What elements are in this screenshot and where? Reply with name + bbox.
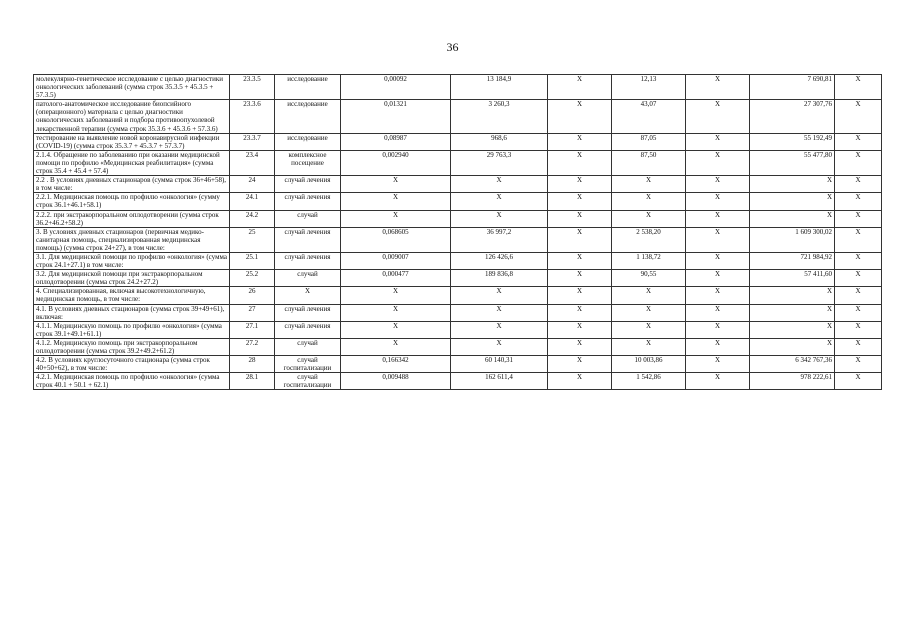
- table-body: [34, 75, 882, 390]
- cell-budget-total: X: [686, 150, 750, 175]
- cell-norm-volume: 0,009007: [341, 252, 451, 269]
- table-row: [34, 210, 882, 227]
- cell-oms-per-capita: 10 003,86: [612, 356, 686, 373]
- cell-norm-volume: 0,08987: [341, 133, 451, 150]
- cell-budget-per-capita: X: [548, 338, 612, 355]
- cell-budget-total: X: [686, 227, 750, 252]
- cell-share: X: [835, 338, 882, 355]
- table-row: [34, 133, 882, 150]
- cell-description: 3.1. Для медицинской помощи по профилю «онкология» (сумма строк 24.1+27.1) в том числе:: [34, 252, 230, 269]
- cell-budget-per-capita: X: [548, 227, 612, 252]
- table-row: [34, 176, 882, 193]
- cell-oms-per-capita: X: [612, 176, 686, 193]
- cell-norm-cost: X: [451, 210, 548, 227]
- cell-oms-per-capita: X: [612, 193, 686, 210]
- cell-line-code: 24.1: [230, 193, 275, 210]
- cell-norm-cost: X: [451, 176, 548, 193]
- cell-description: 3. В условиях дневных стационаров (первичная медико-санитарная помощь, специализированная медицинская помощь) (сумма строк 24+27), в том числе:: [34, 227, 230, 252]
- cell-budget-per-capita: X: [548, 100, 612, 133]
- cell-share: X: [835, 75, 882, 100]
- cell-norm-cost: 60 140,31: [451, 356, 548, 373]
- cell-description: 4.2. В условиях круглосуточного стационара (сумма строк 40+50+62), в том числе:: [34, 356, 230, 373]
- cell-description: 2.2.1. Медицинская помощь по профилю «онкология» (сумму строк 36.1+46.1+58.1): [34, 193, 230, 210]
- cell-share: X: [835, 252, 882, 269]
- cell-budget-per-capita: X: [548, 287, 612, 304]
- page-number: 36: [446, 40, 459, 54]
- cell-share: X: [835, 304, 882, 321]
- cell-norm-cost: X: [451, 304, 548, 321]
- cell-oms-total: 55 477,80: [750, 150, 835, 175]
- cell-norm-cost: 3 260,3: [451, 100, 548, 133]
- cell-share: X: [835, 270, 882, 287]
- table-row: [34, 287, 882, 304]
- cell-unit: случай госпитализации: [275, 356, 341, 373]
- cell-norm-volume: 0,000477: [341, 270, 451, 287]
- cell-oms-total: X: [750, 321, 835, 338]
- cell-oms-total: 978 222,61: [750, 373, 835, 390]
- cell-budget-per-capita: X: [548, 373, 612, 390]
- table-row: [34, 304, 882, 321]
- cell-budget-total: X: [686, 304, 750, 321]
- cell-line-code: 25.1: [230, 252, 275, 269]
- cell-description: молекулярно-генетическое исследование с целью диагностики онкологических заболеваний (сумма строк 35.3.5 + 45.3.5 + 57.3.5): [34, 75, 230, 100]
- cell-budget-per-capita: X: [548, 133, 612, 150]
- cell-norm-cost: X: [451, 321, 548, 338]
- cell-budget-total: X: [686, 133, 750, 150]
- cell-unit: случай лечения: [275, 227, 341, 252]
- cell-oms-per-capita: 2 538,20: [612, 227, 686, 252]
- cell-description: 4.1.2. Медицинскую помощь при экстракорпоральном оплодотворении (сумма строк 39.2+49.2+61.2): [34, 338, 230, 355]
- cell-budget-total: X: [686, 338, 750, 355]
- cell-oms-per-capita: X: [612, 287, 686, 304]
- cell-description: патолого-анатомическое исследование биопсийного (операционного) материала с целью диагностики онкологических заболеваний и подбора противоопухолевой лекарственной терапии (сумма строк 35.3.6 + 45.3.6 + 57.3.6): [34, 100, 230, 133]
- cell-budget-per-capita: X: [548, 356, 612, 373]
- cell-norm-cost: 29 763,3: [451, 150, 548, 175]
- cell-unit: исследование: [275, 133, 341, 150]
- cell-line-code: 24.2: [230, 210, 275, 227]
- cell-norm-volume: 0,01321: [341, 100, 451, 133]
- cell-line-code: 28.1: [230, 373, 275, 390]
- cell-unit: случай лечения: [275, 193, 341, 210]
- cell-oms-per-capita: 12,13: [612, 75, 686, 100]
- cell-unit: исследование: [275, 75, 341, 100]
- cell-norm-cost: 36 997,2: [451, 227, 548, 252]
- cell-description: 2.1.4. Обращение по заболеванию при оказании медицинской помощи по профилю «Медицинская реабилитация» (сумма строк 35.4 + 45.4 + 57.4): [34, 150, 230, 175]
- cell-oms-total: 721 984,92: [750, 252, 835, 269]
- cell-norm-volume: 0,166342: [341, 356, 451, 373]
- cell-norm-cost: 162 611,4: [451, 373, 548, 390]
- cell-budget-total: X: [686, 356, 750, 373]
- table-row: [34, 270, 882, 287]
- cell-description: 4. Специализированная, включая высокотехнологичную, медицинская помощь, в том числе:: [34, 287, 230, 304]
- cell-norm-volume: X: [341, 287, 451, 304]
- table-row: [34, 150, 882, 175]
- cell-description: 2.2.2. при экстракорпоральном оплодотворении (сумма строк 36.2+46.2+58.2): [34, 210, 230, 227]
- cell-budget-total: X: [686, 270, 750, 287]
- cell-share: X: [835, 227, 882, 252]
- table-row: [34, 227, 882, 252]
- cell-norm-volume: X: [341, 321, 451, 338]
- cell-oms-total: 55 192,49: [750, 133, 835, 150]
- cell-share: X: [835, 176, 882, 193]
- cell-budget-total: X: [686, 252, 750, 269]
- cell-line-code: 24: [230, 176, 275, 193]
- cell-line-code: 23.3.6: [230, 100, 275, 133]
- cell-line-code: 27.2: [230, 338, 275, 355]
- cell-oms-total: 57 411,60: [750, 270, 835, 287]
- table-row: [34, 338, 882, 355]
- cell-share: X: [835, 287, 882, 304]
- cell-unit: случай лечения: [275, 304, 341, 321]
- cell-description: 3.2. Для медицинской помощи при экстракорпоральном оплодотворении (сумма строк 24.2+27.2): [34, 270, 230, 287]
- cell-line-code: 28: [230, 356, 275, 373]
- cell-description: 4.1.1. Медицинскую помощь по профилю «онкология» (сумма строк 39.1+49.1+61.1): [34, 321, 230, 338]
- cell-line-code: 27.1: [230, 321, 275, 338]
- cell-unit: случай лечения: [275, 252, 341, 269]
- cell-description: тестирование на выявление новой коронавирусной инфекции (COVID-19) (сумма строк 35.3.7 + 45.3.7 + 57.3.7): [34, 133, 230, 150]
- table-row: [34, 100, 882, 133]
- table-row: [34, 75, 882, 100]
- cell-line-code: 23.3.7: [230, 133, 275, 150]
- cell-unit: исследование: [275, 100, 341, 133]
- cell-line-code: 26: [230, 287, 275, 304]
- cell-unit: случай госпитализации: [275, 373, 341, 390]
- cell-line-code: 23.3.5: [230, 75, 275, 100]
- cell-share: X: [835, 133, 882, 150]
- cell-unit: случай: [275, 338, 341, 355]
- cell-unit: комплексное посещение: [275, 150, 341, 175]
- cell-unit: случай лечения: [275, 176, 341, 193]
- cell-oms-total: 1 609 300,02: [750, 227, 835, 252]
- cell-norm-cost: 126 426,6: [451, 252, 548, 269]
- cell-oms-total: X: [750, 304, 835, 321]
- cell-share: X: [835, 210, 882, 227]
- cell-line-code: 23.4: [230, 150, 275, 175]
- cell-norm-cost: X: [451, 193, 548, 210]
- cell-budget-per-capita: X: [548, 270, 612, 287]
- cell-oms-per-capita: X: [612, 210, 686, 227]
- financing-table: [33, 74, 882, 390]
- cell-budget-per-capita: X: [548, 252, 612, 269]
- table-row: [34, 321, 882, 338]
- cell-budget-per-capita: X: [548, 150, 612, 175]
- cell-unit: случай: [275, 210, 341, 227]
- cell-oms-per-capita: 1 138,72: [612, 252, 686, 269]
- cell-oms-total: 6 342 767,36: [750, 356, 835, 373]
- cell-share: X: [835, 100, 882, 133]
- cell-share: X: [835, 356, 882, 373]
- cell-budget-total: X: [686, 210, 750, 227]
- cell-line-code: 27: [230, 304, 275, 321]
- cell-description: 4.2.1. Медицинская помощь по профилю «онкология» (сумма строк 40.1 + 50.1 + 62.1): [34, 373, 230, 390]
- cell-norm-volume: 0,009488: [341, 373, 451, 390]
- cell-budget-total: X: [686, 287, 750, 304]
- cell-share: X: [835, 150, 882, 175]
- cell-unit: X: [275, 287, 341, 304]
- cell-oms-per-capita: 90,55: [612, 270, 686, 287]
- cell-norm-volume: X: [341, 176, 451, 193]
- cell-norm-volume: 0,068605: [341, 227, 451, 252]
- cell-line-code: 25: [230, 227, 275, 252]
- cell-norm-volume: 0,00092: [341, 75, 451, 100]
- cell-budget-per-capita: X: [548, 304, 612, 321]
- cell-norm-volume: X: [341, 193, 451, 210]
- cell-oms-total: X: [750, 338, 835, 355]
- cell-line-code: 25.2: [230, 270, 275, 287]
- table-row: [34, 193, 882, 210]
- cell-oms-total: 27 307,76: [750, 100, 835, 133]
- cell-share: X: [835, 193, 882, 210]
- cell-oms-per-capita: X: [612, 338, 686, 355]
- cell-oms-per-capita: X: [612, 321, 686, 338]
- cell-description: 4.1. В условиях дневных стационаров (сумма строк 39+49+61), включая:: [34, 304, 230, 321]
- cell-norm-volume: X: [341, 338, 451, 355]
- table-row: [34, 356, 882, 373]
- cell-budget-total: X: [686, 193, 750, 210]
- table-row: [34, 252, 882, 269]
- cell-norm-cost: 13 184,9: [451, 75, 548, 100]
- cell-norm-volume: X: [341, 210, 451, 227]
- cell-oms-per-capita: 1 542,86: [612, 373, 686, 390]
- cell-norm-cost: 189 836,8: [451, 270, 548, 287]
- cell-budget-total: X: [686, 373, 750, 390]
- cell-oms-total: X: [750, 210, 835, 227]
- cell-oms-total: X: [750, 193, 835, 210]
- cell-norm-volume: X: [341, 304, 451, 321]
- cell-norm-cost: X: [451, 338, 548, 355]
- cell-budget-per-capita: X: [548, 176, 612, 193]
- cell-budget-per-capita: X: [548, 210, 612, 227]
- cell-oms-per-capita: 87,05: [612, 133, 686, 150]
- cell-budget-per-capita: X: [548, 321, 612, 338]
- cell-share: X: [835, 321, 882, 338]
- cell-oms-total: X: [750, 176, 835, 193]
- cell-budget-total: X: [686, 100, 750, 133]
- cell-unit: случай лечения: [275, 321, 341, 338]
- cell-unit: случай: [275, 270, 341, 287]
- cell-description: 2.2 . В условиях дневных стационаров (сумма строк 36+46+58), в том числе:: [34, 176, 230, 193]
- cell-budget-per-capita: X: [548, 75, 612, 100]
- cell-norm-volume: 0,002940: [341, 150, 451, 175]
- cell-oms-per-capita: 87,50: [612, 150, 686, 175]
- cell-norm-cost: 968,6: [451, 133, 548, 150]
- cell-oms-total: X: [750, 287, 835, 304]
- cell-share: X: [835, 373, 882, 390]
- cell-oms-total: 7 690,81: [750, 75, 835, 100]
- cell-norm-cost: X: [451, 287, 548, 304]
- cell-budget-per-capita: X: [548, 193, 612, 210]
- cell-budget-total: X: [686, 176, 750, 193]
- cell-budget-total: X: [686, 75, 750, 100]
- cell-oms-per-capita: 43,07: [612, 100, 686, 133]
- cell-oms-per-capita: X: [612, 304, 686, 321]
- cell-budget-total: X: [686, 321, 750, 338]
- table-row: [34, 373, 882, 390]
